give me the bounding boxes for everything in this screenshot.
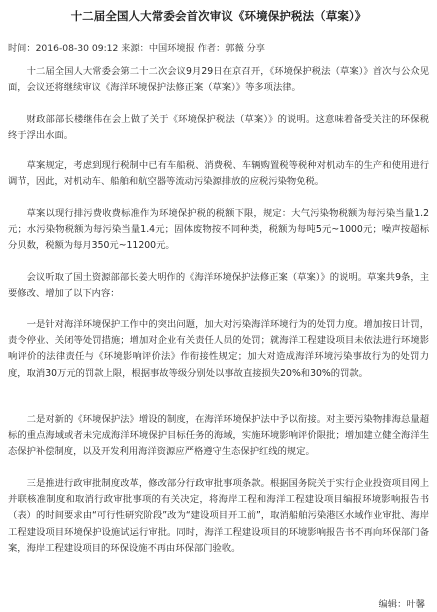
article-meta xyxy=(8,40,265,54)
editor-label: 编辑： xyxy=(378,599,407,610)
paragraph-4: 草案以现行排污费收费标准作为环境保护税的税额下限，规定：大气污染物税额为每污染当量1.2元；水污染物税额为每污染当量1.4元；固体废物按不同种类，税额为每吨5元~1000元；噪声按超标分贝数，税额为每月350元~11200元。 xyxy=(8,208,429,252)
editor-name: 叶馨 xyxy=(406,599,425,610)
paragraph-5: 会议听取了国土资源部部长姜大明作的《海洋环境保护法修正案（草案）》的说明。草案共9条，主要修改、增加了以下内容： xyxy=(8,272,429,300)
author-label: 作者： xyxy=(197,43,226,54)
paragraph-7: 二是对新的《环境保护法》增设的制度，在海洋环境保护法中予以衔接。对主要污染物排海总量超标的重点海域或者未完成海洋环境保护目标任务的海域，实施环境影响评价限批；增加建立健全海洋生态保护补偿制度，以及开发利用海洋资源应严格遵守生态保护红线的规定。 xyxy=(8,414,429,458)
share-link[interactable]: 分享 xyxy=(246,43,265,54)
source-label: 来源： xyxy=(121,43,149,54)
paragraph-3: 草案规定，考虑到现行税制中已有车船税、消费税、车辆购置税等税种对机动车的生产和使用进行调节，因此，对机动车、船舶和航空器等流动污染源排放的应税污染物免税。 xyxy=(8,160,429,188)
paragraph-6: 一是针对海洋环境保护工作中的突出问题，加大对污染海洋环境行为的处罚力度。增加按日计罚，责令停业、关闭等处罚措施；增加对企业有关责任人员的处罚；就海洋工程建设项目未依法进行环境影响评价的法律责任与《环境影响评价法》作衔接性规定；加大对造成海洋环境污染事故行为的处罚力度，取消30万元的罚款上限，根据事故等级分别处以事故直接损失20%和30%的罚款。 xyxy=(8,319,429,379)
paragraph-2: 财政部部长楼继伟在会上做了关于《环境保护税法（草案）》的说明。这意味着备受关注的环保税终于浮出水面。 xyxy=(8,114,429,142)
time-label: 时间： xyxy=(8,43,36,54)
paragraph-1: 十二届全国人大常委会第二十二次会议9月29日在京召开，《环境保护税法（草案）》首次与公众见面，会议还将继续审议《海洋环境保护法修正案（草案）》等多项法律。 xyxy=(8,66,429,94)
paragraph-8: 三是推进行政审批制度改革，修改部分行政审批事项条款。根据国务院关于实行企业投资项目网上并联核准制度和取消行政审批事项的有关决定，将海岸工程和海洋工程建设项目编报环境影响报告书（表）的时间要求由“可行性研究阶段”改为“建设项目开工前”，取消船舶污染港区水域作业审批、海岸工程建设项目环境保护设施试运行审批。同时，海洋工程建设项目的环境影响报告书不再向环保部门备案，海岸工程建设项目的环保设施不再由环保部门验收。 xyxy=(8,478,429,554)
article-title: 十二届全国人大常委会首次审议《环境保护税法（草案）》 xyxy=(70,9,367,23)
source-value: 中国环境报 xyxy=(148,43,195,54)
time-value: 2016-08-30 09:12 xyxy=(35,43,119,54)
author-value: 郭薇 xyxy=(225,43,244,54)
editor-credit xyxy=(378,596,425,610)
